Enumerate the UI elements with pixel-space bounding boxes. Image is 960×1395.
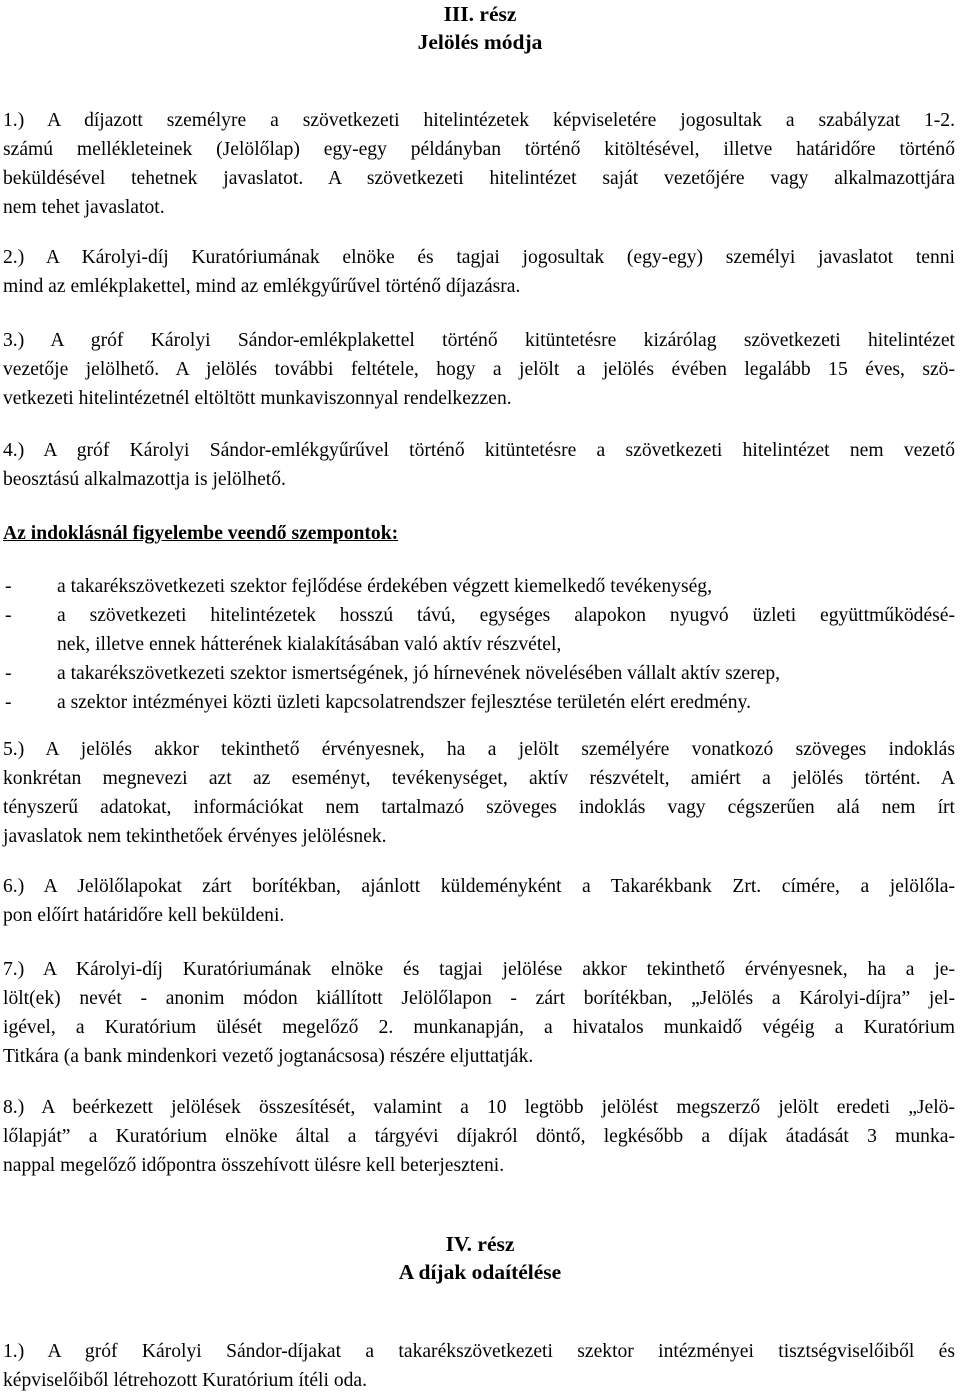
paragraph-3 xyxy=(3,326,955,413)
paragraph-line: 1.) A díjazott személyre a szövetkezeti hitelintézetek képviseletére jogosultak a szabályzat 1-2. xyxy=(3,110,955,131)
criteria-heading: Az indoklásnál figyelembe veendő szempontok: xyxy=(3,523,399,544)
paragraph-line: képviselőiből létrehozott Kuratórium ítéli oda. xyxy=(3,1370,368,1391)
part-title: IV. rész xyxy=(445,1232,515,1256)
paragraph-line: 1.) A gróf Károlyi Sándor-díjakat a takarékszövetkezeti szektor intézményei tisztségviselőiből és xyxy=(3,1341,955,1362)
paragraph-line: javaslatok nem tekinthetőek érvényes jelölésnek. xyxy=(3,826,387,847)
paragraph-2 xyxy=(3,243,955,301)
part-subtitle: A díjak odaítélése xyxy=(398,1260,562,1284)
bullet-dash: - xyxy=(5,576,12,597)
list-item xyxy=(3,688,955,717)
part-subtitle: Jelölés módja xyxy=(417,30,543,54)
list-item xyxy=(3,572,955,601)
paragraph-line: nappal megelőző időpontra összehívott ülésre kell beterjeszteni. xyxy=(3,1155,505,1176)
paragraph-line: igével, a Kuratórium ülését megelőző 2. munkanapján, a hivatalos munkaidő végéig a Kuratórium xyxy=(3,1017,955,1038)
paragraph-line: pon előírt határidőre kell beküldeni. xyxy=(3,905,285,926)
paragraph-line: 3.) A gróf Károlyi Sándor-emlékplakettel történő kitüntetésre kizárólag szövetkezeti hitelintézet xyxy=(3,330,955,351)
paragraph-line: mind az emlékplakettel, mind az emlékgyűrűvel történő díjazásra. xyxy=(3,276,521,297)
list-item-line: a takarékszövetkezeti szektor fejlődése érdekében végzett kiemelkedő tevékenység, xyxy=(57,576,712,597)
paragraph-line: nem tehet javaslatot. xyxy=(3,197,165,218)
paragraph-line: Titkára (a bank mindenkori vezető jogtanácsosa) részére eljuttatják. xyxy=(3,1046,534,1067)
paragraph-8 xyxy=(3,1093,955,1180)
paragraph-1 xyxy=(3,106,955,222)
list-item-line: nek, illetve ennek hátterének kialakításában való aktív részvétel, xyxy=(57,634,562,655)
bullet-dash: - xyxy=(5,605,12,626)
paragraph-line: lölt(ek) nevét - anonim módon kiállított Jelölőlapon - zárt borítékban, „Jelölés a Károlyi-díjra” jel- xyxy=(3,988,955,1009)
paragraph-line: 6.) A Jelölőlapokat zárt borítékban, ajánlott küldeményként a Takarékbank Zrt. címére, a jelölőla- xyxy=(3,876,955,897)
bullet-dash: - xyxy=(5,692,12,713)
paragraph-line: vetkezeti hitelintézetnél eltöltött munkaviszonnyal rendelkezzen. xyxy=(3,388,512,409)
paragraph-line: vezetője jelölhető. A jelölés további feltétele, hogy a jelölt a jelölés évében legalább 15 éves, szö- xyxy=(3,359,955,380)
list-item-line: a szektor intézményei közti üzleti kapcsolatrendszer fejlesztése területén elért eredmény. xyxy=(57,692,751,713)
paragraph-6 xyxy=(3,872,955,930)
paragraph-5 xyxy=(3,735,955,851)
bullet-dash: - xyxy=(5,663,12,684)
list-item xyxy=(3,659,955,688)
paragraph-4 xyxy=(3,436,955,494)
paragraph-line: 8.) A beérkezett jelölések összesítését, valamint a 10 legtöbb jelölést megszerző jelölt eredeti „Jelö- xyxy=(3,1097,955,1118)
paragraph-line: 5.) A jelölés akkor tekinthető érvényesnek, ha a jelölt személyére vonatkozó szöveges indoklás xyxy=(3,739,955,760)
paragraph-7 xyxy=(3,955,955,1071)
paragraph-line: számú mellékleteinek (Jelölőlap) egy-egy példányban történő kitöltésével, illetve határidőre történő xyxy=(3,139,955,160)
paragraph-line: 4.) A gróf Károlyi Sándor-emlékgyűrűvel történő kitüntetésre a szövetkezeti hitelintézet nem vezető xyxy=(3,440,955,461)
paragraph-line: 2.) A Károlyi-díj Kuratóriumának elnöke és tagjai jogosultak (egy-egy) személyi javaslatot tenni xyxy=(3,247,955,268)
paragraph-line: beküldésével tehetnek javaslatot. A szövetkezeti hitelintézet saját vezetőjére vagy alkalmazottjára xyxy=(3,168,955,189)
paragraph-line: 7.) A Károlyi-díj Kuratóriumának elnöke és tagjai jelölése akkor tekinthető érvényesnek, ha a je- xyxy=(3,959,955,980)
paragraph-line: konkrétan megnevezi azt az eseményt, tevékenységet, aktív részvételt, amiért a jelölés történt. A xyxy=(3,768,955,789)
criteria-list xyxy=(3,572,955,717)
list-item-line: a takarékszövetkezeti szektor ismertségének, jó hírnevének növelésében vállalt aktív szerep, xyxy=(57,663,781,684)
part-title: III. rész xyxy=(443,2,517,26)
list-item xyxy=(3,601,955,659)
paragraph-line: tényszerű adatokat, információkat nem tartalmazó szöveges indoklás vagy cégszerűen alá nem írt xyxy=(3,797,955,818)
list-item-line: a szövetkezeti hitelintézetek hosszú távú, egységes alapokon nyugvó üzleti együttműködésé- xyxy=(57,605,955,626)
paragraph-9 xyxy=(3,1337,955,1395)
paragraph-line: lőlapját” a Kuratórium elnöke által a tárgyévi díjakról döntő, legkésőbb a díjak átadását 3 munka- xyxy=(3,1126,955,1147)
paragraph-line: beosztású alkalmazottja is jelölhető. xyxy=(3,469,286,490)
